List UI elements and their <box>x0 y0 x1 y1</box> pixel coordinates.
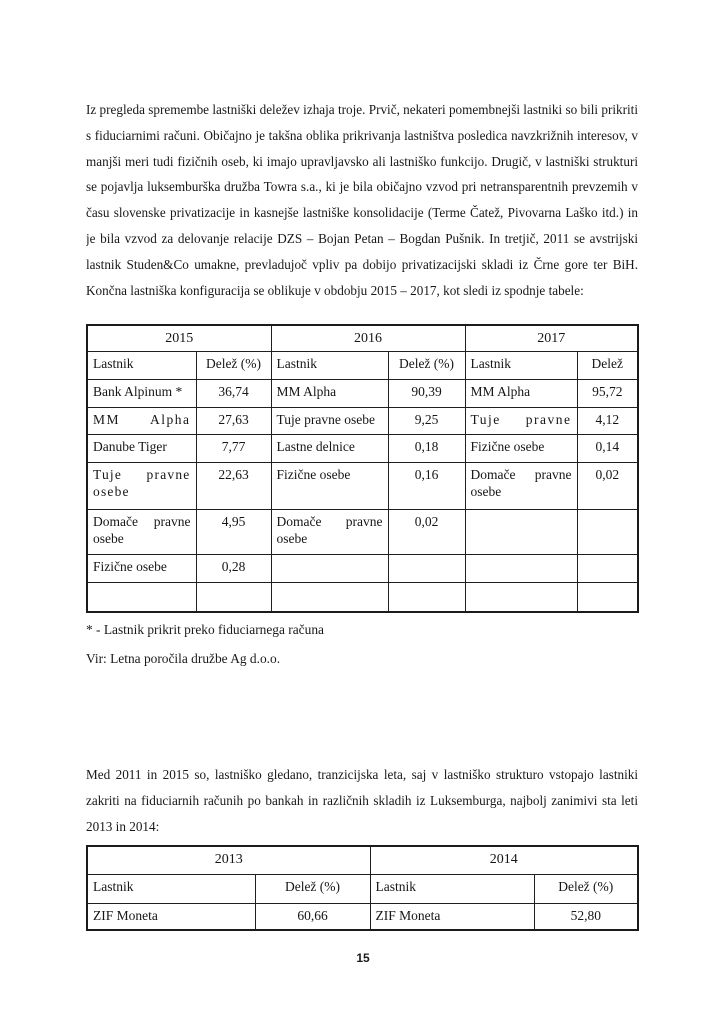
share-column-header: Delež <box>577 351 638 379</box>
share-column-header: Delež (%) <box>388 351 465 379</box>
empty-cell <box>388 582 465 612</box>
table-row <box>87 434 638 462</box>
owner-column-header: Lastnik <box>465 351 577 379</box>
share-cell: 0,18 <box>388 434 465 462</box>
empty-cell <box>87 582 196 612</box>
page-number: 15 <box>356 951 370 965</box>
owner-cell: Fizične osebe <box>465 434 577 462</box>
share-cell: 27,63 <box>196 407 271 434</box>
share-cell: 52,80 <box>534 903 638 930</box>
owner-cell: MM Alpha <box>271 379 388 407</box>
year-header-cell: 2013 <box>87 846 370 874</box>
share-cell: 9,25 <box>388 407 465 434</box>
share-cell: 0,16 <box>388 462 465 509</box>
table-source: Vir: Letna poročila družbe Ag d.o.o. <box>86 651 281 666</box>
owner-cell: Domače pravne osebe <box>87 509 196 554</box>
empty-cell <box>577 509 638 554</box>
table-row <box>87 554 638 582</box>
owner-column-header: Lastnik <box>87 874 255 903</box>
paragraph-transition-years: Med 2011 in 2015 so, lastniško gledano, tranzicijska leta, saj v lastniško strukturo vstopajo lastniki zakriti na fiduciarnih računih po bankah in različnih skladih iz Luksemburga, najbolj zanimivi sta leti 2013 in 2014: <box>86 767 638 834</box>
empty-cell <box>465 582 577 612</box>
table-row <box>87 509 638 554</box>
owner-cell: Tuje pravne osebe <box>87 462 196 509</box>
table-row <box>87 379 638 407</box>
share-column-header: Delež (%) <box>534 874 638 903</box>
table-row <box>87 903 638 930</box>
share-cell: 60,66 <box>255 903 370 930</box>
share-cell: 90,39 <box>388 379 465 407</box>
owner-cell: ZIF Moneta <box>370 903 534 930</box>
empty-cell <box>196 582 271 612</box>
table-row <box>87 407 638 434</box>
share-cell: 0,14 <box>577 434 638 462</box>
share-cell: 0,28 <box>196 554 271 582</box>
share-column-header: Delež (%) <box>196 351 271 379</box>
ownership-table-2013-2014 <box>86 845 639 931</box>
share-cell: 95,72 <box>577 379 638 407</box>
owner-column-header: Lastnik <box>271 351 388 379</box>
empty-cell <box>465 554 577 582</box>
owner-column-header: Lastnik <box>370 874 534 903</box>
owner-cell: Danube Tiger <box>87 434 196 462</box>
share-cell: 4,95 <box>196 509 271 554</box>
empty-cell <box>271 582 388 612</box>
empty-cell <box>577 582 638 612</box>
empty-cell <box>577 554 638 582</box>
owner-cell: Domače pravne osebe <box>271 509 388 554</box>
ownership-table-2015-2017 <box>86 324 639 613</box>
owner-cell: Lastne delnice <box>271 434 388 462</box>
year-header-cell: 2017 <box>465 325 638 351</box>
share-cell: 22,63 <box>196 462 271 509</box>
table-row <box>87 582 638 612</box>
owner-cell: Bank Alpinum * <box>87 379 196 407</box>
owner-cell: Tuje pravne <box>465 407 577 434</box>
share-cell: 7,77 <box>196 434 271 462</box>
owner-cell: Fizične osebe <box>271 462 388 509</box>
paragraph-ownership-changes: Iz pregleda spremembe lastniški deležev izhaja troje. Prvič, nekateri pomembnejši lastniki so bili prikriti s fiduciarnimi računi. Običajno je takšna oblika prikrivanja lastništva posledica navzkrižnih interesov, v manjši meri tudi fizičnih oseb, ki imajo upravljavsko ali lastniško funkcijo. Drugič, v lastniški strukturi se pojavlja luksemburška družba Towra s.a., ki je bila običajno vzvod pri netransparentnih prevzemih v času slovenske privatizacije in kasnejše lastniške konsolidacije (Terme Čatež, Pivovarna Laško itd.) in je bila vzvod za delovanje relacije DZS – Bojan Petan – Bogdan Pušnik. In tretjič, 2011 se avstrijski lastnik Studen&Co umakne, prevladujoč vpliv pa dobijo privatizacijski skladi iz Črne gore ter BiH. Končna lastniška konfiguracija se oblikuje v obdobju 2015 – 2017, kot sledi iz spodnje tabele: <box>86 102 638 298</box>
empty-cell <box>465 509 577 554</box>
share-cell: 36,74 <box>196 379 271 407</box>
owner-cell: MM Alpha <box>465 379 577 407</box>
table-row <box>87 462 638 509</box>
share-cell: 0,02 <box>577 462 638 509</box>
table-footnote: * - Lastnik prikrit preko fiduciarnega računa <box>86 622 324 637</box>
share-cell: 4,12 <box>577 407 638 434</box>
owner-cell: Domače pravne osebe <box>465 462 577 509</box>
owner-column-header: Lastnik <box>87 351 196 379</box>
year-header-cell: 2016 <box>271 325 465 351</box>
year-header-cell: 2014 <box>370 846 638 874</box>
share-cell: 0,02 <box>388 509 465 554</box>
owner-cell: MM Alpha <box>87 407 196 434</box>
share-column-header: Delež (%) <box>255 874 370 903</box>
owner-cell: Fizične osebe <box>87 554 196 582</box>
owner-cell: Tuje pravne osebe <box>271 407 388 434</box>
empty-cell <box>271 554 388 582</box>
owner-cell: ZIF Moneta <box>87 903 255 930</box>
empty-cell <box>388 554 465 582</box>
year-header-cell: 2015 <box>87 325 271 351</box>
